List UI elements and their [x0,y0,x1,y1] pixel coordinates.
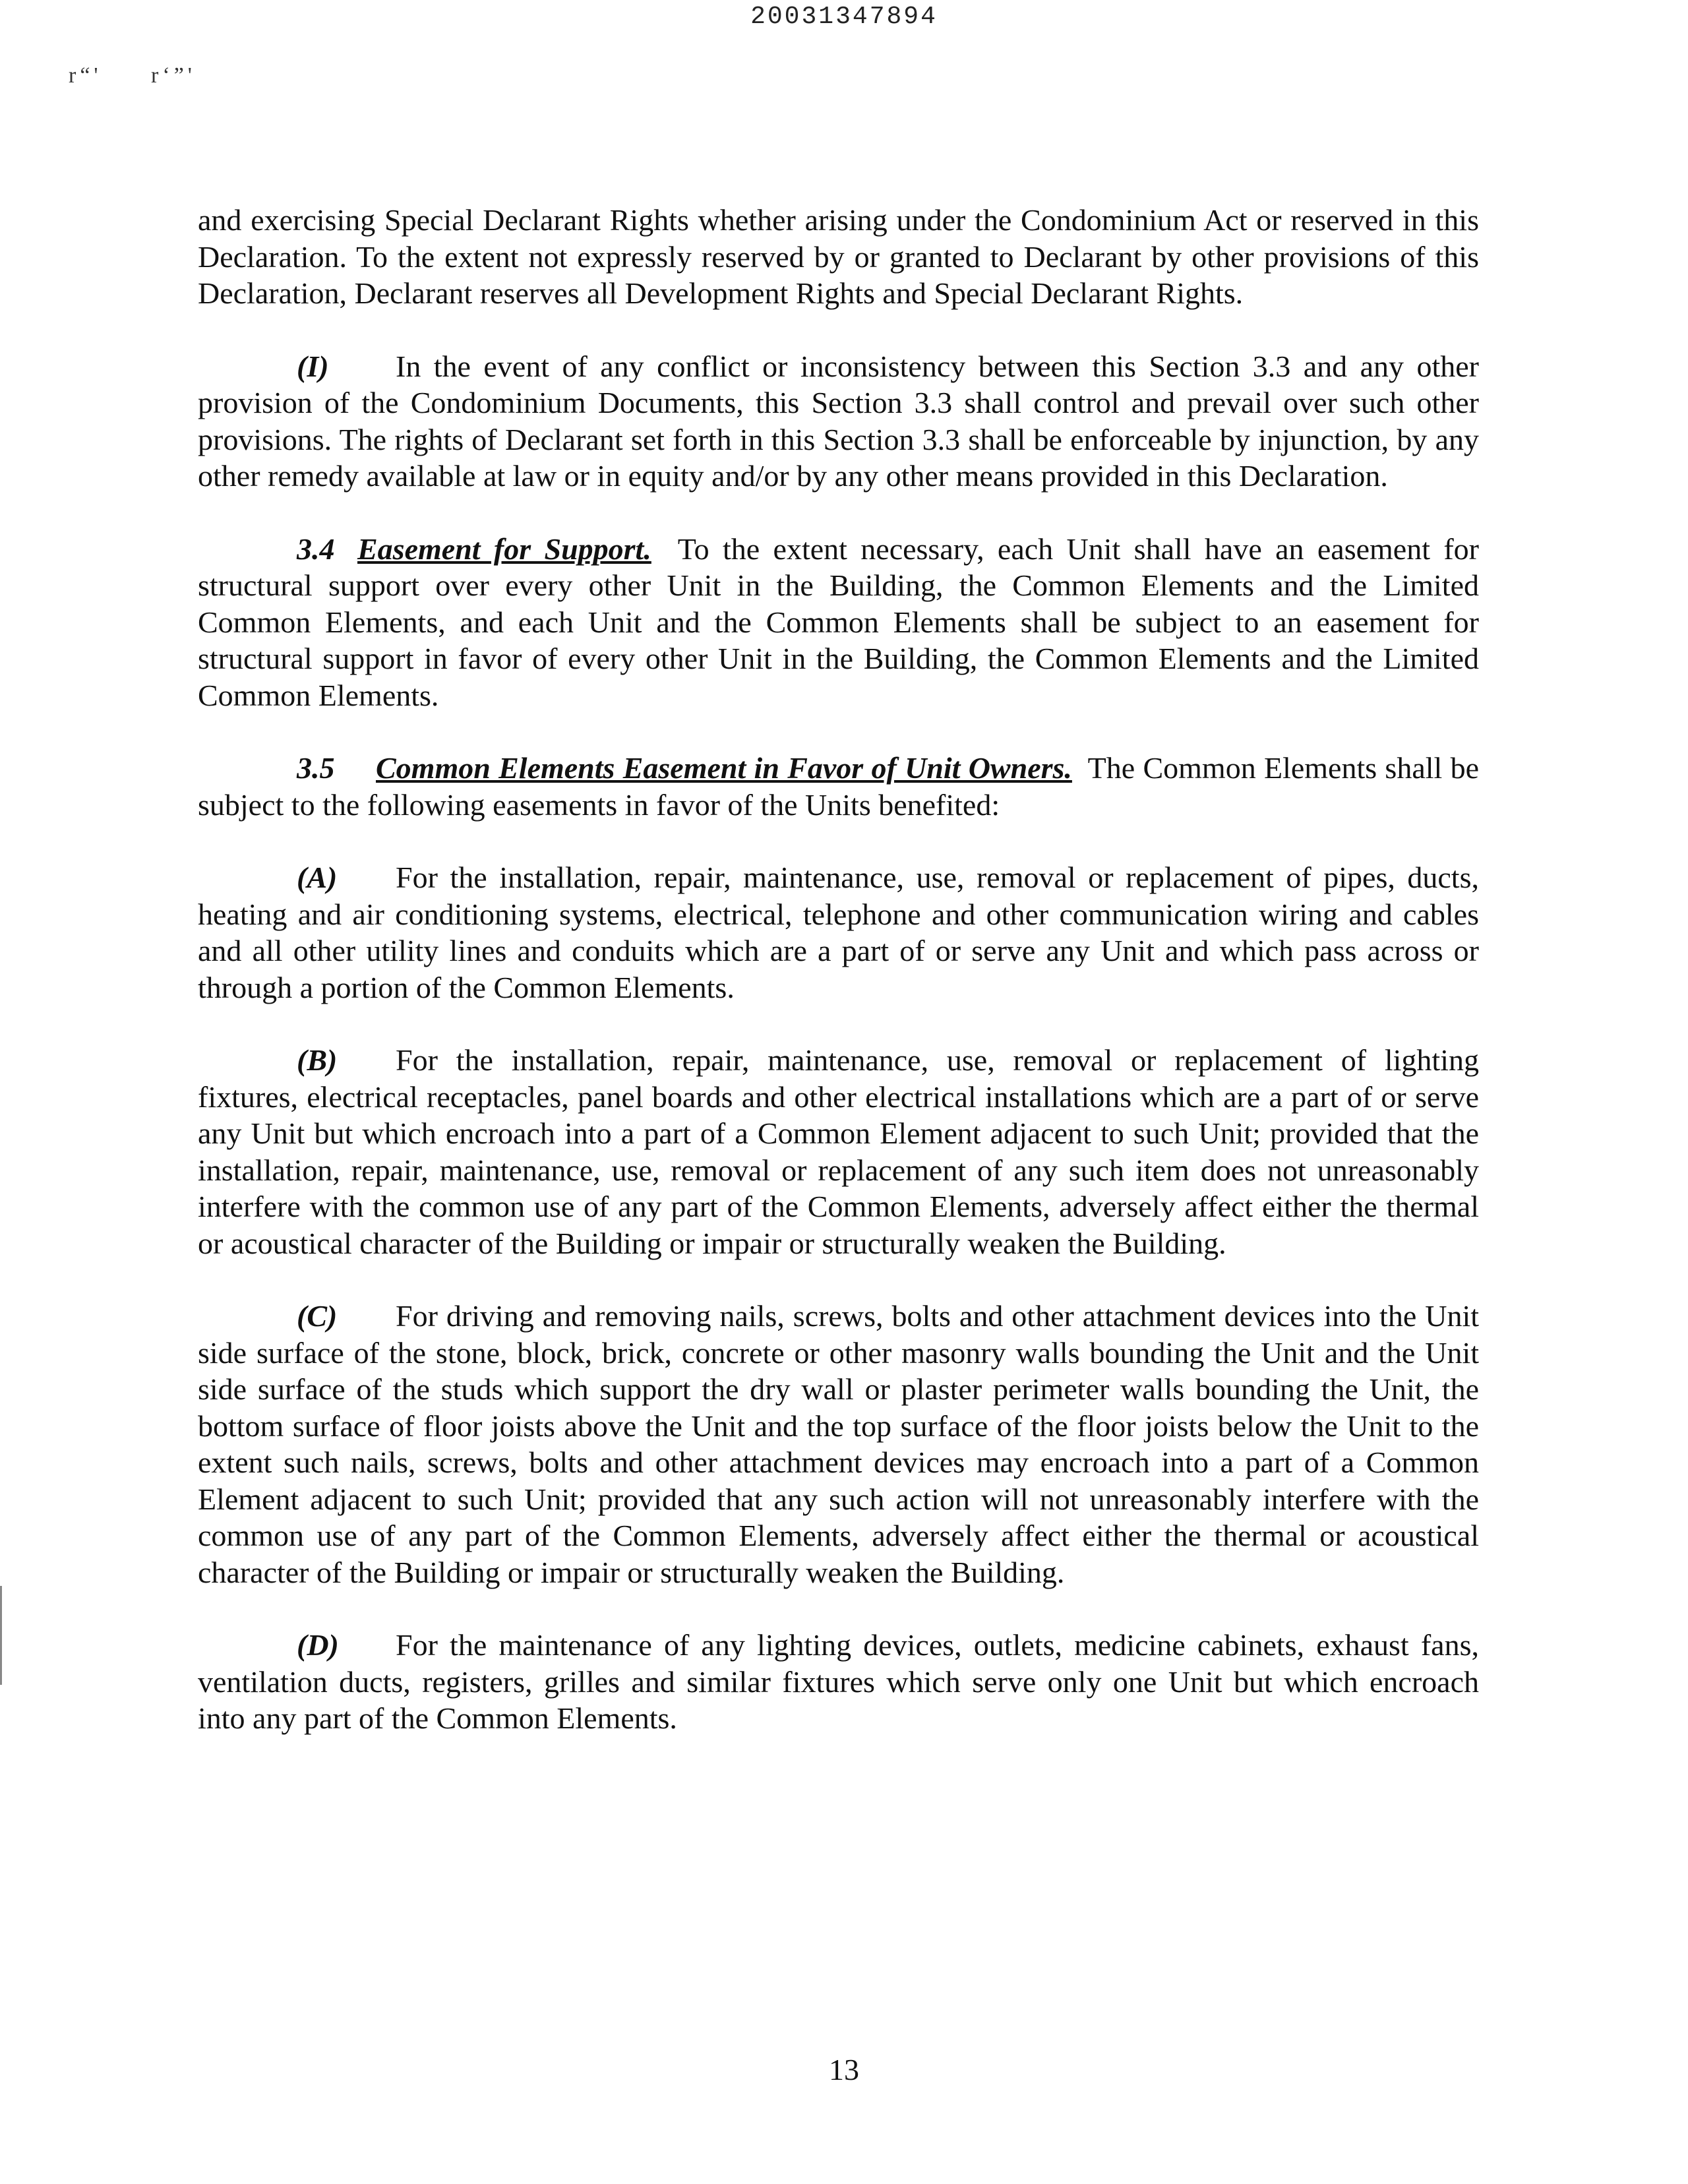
subsection-label: (B) [297,1043,338,1077]
section-title: Common Elements Easement in Favor of Unit Owners. [376,751,1072,785]
paragraph-text: For driving and removing nails, screws, bolts and other attachment devices into the Unit side surface of the stone, block, brick, concrete or other masonry walls bounding the Unit and the Unit side surface of the studs which support the dry wall or plaster perimeter walls bounding the Unit, the bottom surface of floor joists above the Unit and the top surface of the floor joists below the Unit to the extent such nails, screws, bolts and other attachment devices may encroach into a part of a Common Element adjacent to such Unit; provided that any such action will not unreasonably interfere with the common use of any part of the Common Elements, adversely affect either the thermal or acoustical character of the Building or impair or structurally weaken the Building. [198,1299,1479,1589]
paragraph-subsection-i [198,348,1479,495]
paragraph-subsection-d [198,1627,1479,1737]
document-body [198,202,1479,1773]
paragraph-subsection-b [198,1042,1479,1261]
section-title: Easement for Support. [357,531,651,566]
paragraph-text: In the event of any conflict or inconsistency between this Section 3.3 and any other provision of the Condominium Documents, this Section 3.3 shall control and prevail over such other provisions. The rights of Declarant set forth in this Section 3.3 shall be enforceable by injunction, by any other remedy available at law or in equity and/or by any other means provided in this Declaration. [198,349,1479,493]
subsection-label: (I) [297,349,329,383]
subsection-label: (C) [297,1299,338,1333]
page-number: 13 [829,2053,859,2086]
paragraph-text: To the extent necessary, each Unit shall have an easement for structural support over every other Unit in the Building, the Common Elements and the Limited Common Elements, and each Unit and the Common Elements shall be subject to an easement for structural support in favor of every other Unit in the Building, the Common Elements and the Limited Common Elements. [198,531,1479,712]
scan-mark: r‘”' [151,63,196,88]
document-number: 20031347894 [750,3,938,31]
subsection-label: (A) [297,861,338,894]
subsection-label: (D) [297,1628,339,1662]
section-3-4 [198,531,1479,714]
paragraph-text: and exercising Special Declarant Rights whether arising under the Condominium Act or reserved in this Declaration. To the extent not expressly reserved by or granted to Declarant by other provisions of this Declaration, Declarant reserves all Development Rights and Special Declarant Rights. [198,203,1479,310]
scan-mark: r“' [69,63,102,88]
section-number: 3.5 [297,751,335,785]
section-3-5 [198,750,1479,823]
paragraph-continuation [198,202,1479,312]
paragraph-text: For the installation, repair, maintenance, use, removal or replacement of lighting fixtures, electrical receptacles, panel boards and other electrical installations which are a part of or serve any Unit but which encroach into a part of a Common Element adjacent to such Unit; provided that the installation, repair, maintenance, use, removal or replacement of any such item does not unreasonably interfere with the common use of any part of the Common Elements, adversely affect either the thermal or acoustical character of the Building or impair or structurally weaken the Building. [198,1043,1479,1260]
scan-artifact-marks [69,63,235,88]
scan-margin-line [0,1586,2,1685]
section-number: 3.4 [297,531,335,566]
paragraph-text: For the installation, repair, maintenance, use, removal or replacement of pipes, ducts, heating and air conditioning systems, electrical, telephone and other communication wiring and cables and all other utility lines and conduits which are a part of or serve any Unit and which pass across or through a portion of the Common Elements. [198,861,1479,1004]
paragraph-subsection-c [198,1298,1479,1591]
paragraph-text: The Common Elements shall be subject to the following easements in favor of the Units benefited: [198,751,1479,822]
paragraph-text: For the maintenance of any lighting devices, outlets, medicine cabinets, exhaust fans, ventilation ducts, registers, grilles and similar fixtures which serve only one Unit but which encroach into any part of the Common Elements. [198,1628,1479,1735]
paragraph-subsection-a [198,859,1479,1006]
